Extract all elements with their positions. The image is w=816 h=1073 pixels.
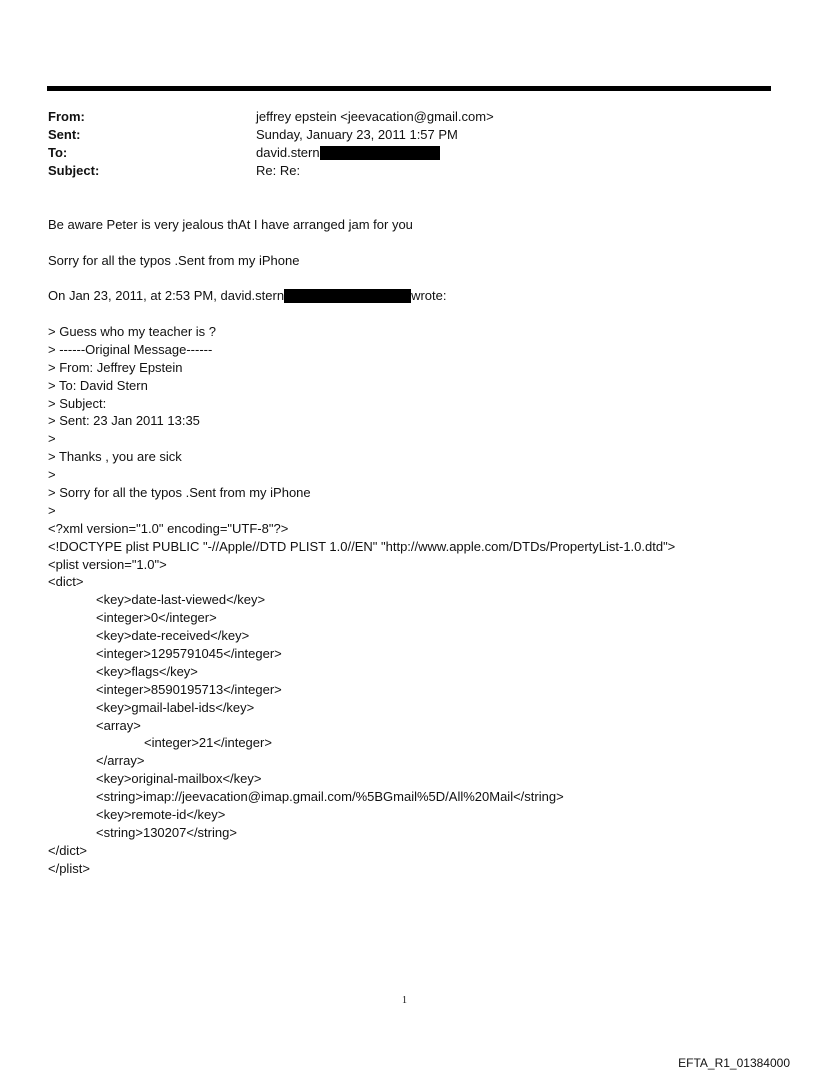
quoted-line: </dict>	[48, 842, 88, 858]
quoted-line: <key>date-last-viewed</key>	[96, 592, 266, 608]
quoted-line: > ------Original Message------	[48, 341, 213, 357]
from-label: From:	[48, 109, 85, 124]
to-label: To:	[48, 145, 68, 160]
quoted-line: >	[48, 431, 56, 447]
sent-value: Sunday, January 23, 2011 1:57 PM	[256, 127, 458, 142]
quoted-line: </array>	[96, 753, 145, 769]
subject-value: Re: Re:	[256, 163, 301, 178]
wrote-suffix: wrote:	[411, 288, 447, 303]
quoted-line: <array>	[96, 717, 141, 733]
email-header	[48, 108, 748, 180]
subject-row	[48, 162, 748, 180]
from-value: jeffrey epstein <jeevacation@gmail.com>	[256, 109, 494, 124]
quoted-line: <integer>1295791045</integer>	[96, 646, 282, 662]
subject-label: Subject:	[48, 163, 100, 178]
wrote-prefix: On Jan 23, 2011, at 2:53 PM, david.stern	[48, 288, 285, 303]
body-line-1: Be aware Peter is very jealous thAt I have arranged jam for you	[48, 217, 413, 232]
quoted-line: > Guess who my teacher is ?	[48, 324, 216, 339]
quoted-line: <key>flags</key>	[96, 663, 198, 679]
quoted-line: <integer>8590195713</integer>	[96, 681, 282, 697]
quoted-line: > Sent: 23 Jan 2011 13:35	[48, 413, 200, 429]
to-row	[48, 144, 748, 162]
quoted-line: > To: David Stern	[48, 377, 148, 393]
to-value-wrap	[256, 144, 440, 162]
quoted-line: <?xml version="1.0" encoding="UTF-8"?>	[48, 520, 289, 536]
quoted-line: >	[48, 467, 56, 483]
redaction-block	[320, 146, 440, 160]
quoted-message	[48, 323, 675, 878]
header-rule	[47, 86, 771, 91]
quoted-line: <key>gmail-label-ids</key>	[96, 699, 255, 715]
sent-label: Sent:	[48, 127, 81, 142]
quoted-line: <integer>21</integer>	[144, 735, 272, 751]
quoted-line: </plist>	[48, 860, 90, 876]
quoted-line: > Sorry for all the typos .Sent from my iPhone	[48, 485, 311, 501]
quoted-line: <!DOCTYPE plist PUBLIC "-//Apple//DTD PLIST 1.0//EN" "http://www.apple.com/DTDs/PropertyList-1.0.dtd">	[48, 538, 676, 554]
redaction-block	[284, 289, 411, 303]
quoted-line: <dict>	[48, 574, 84, 590]
quoted-line: <integer>0</integer>	[96, 610, 217, 626]
quoted-line: <key>remote-id</key>	[96, 807, 226, 823]
bates-number: EFTA_R1_01384000	[678, 1056, 790, 1070]
quoted-line: > Thanks , you are sick	[48, 449, 182, 465]
quoted-line: <string>130207</string>	[96, 824, 237, 840]
quoted-line: <key>date-received</key>	[96, 628, 250, 644]
quoted-line: <key>original-mailbox</key>	[96, 771, 262, 787]
quoted-line: <plist version="1.0">	[48, 556, 167, 572]
quoted-line: > From: Jeffrey Epstein	[48, 359, 183, 375]
wrote-line	[48, 287, 446, 305]
sent-row	[48, 126, 748, 144]
quoted-line: <string>imap://jeevacation@imap.gmail.com/%5BGmail%5D/All%20Mail</string>	[96, 789, 564, 805]
quoted-line: > Subject:	[48, 395, 107, 411]
to-value: david.stern	[256, 145, 320, 160]
body-line-2: Sorry for all the typos .Sent from my iPhone	[48, 253, 300, 268]
quoted-line: >	[48, 502, 56, 518]
from-row	[48, 108, 748, 126]
page-number: 1	[402, 995, 407, 1006]
